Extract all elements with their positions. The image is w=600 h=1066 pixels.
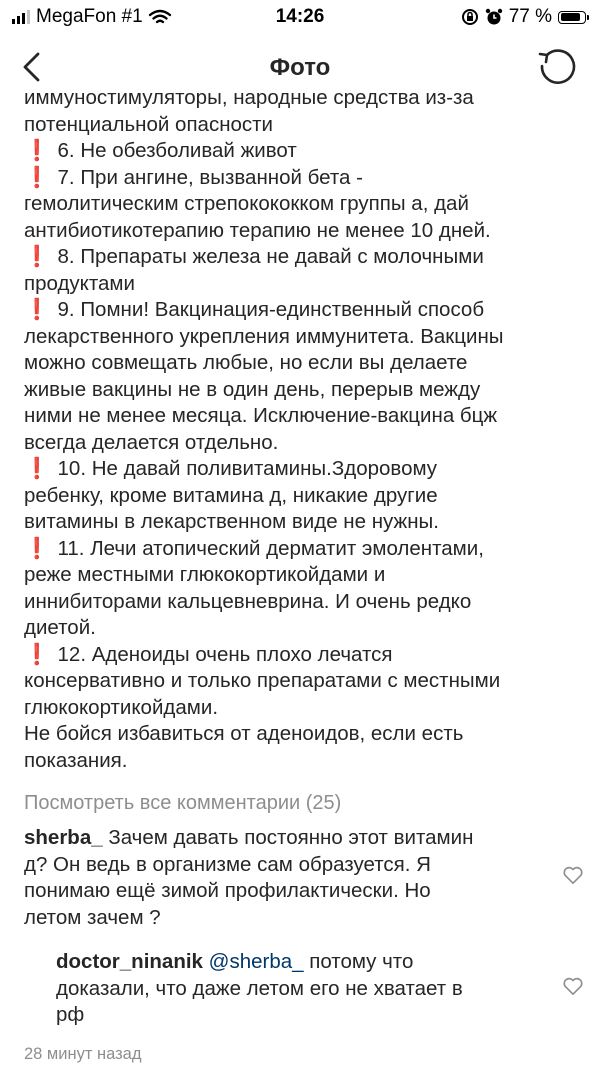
- caption-item: [24, 138, 584, 165]
- caption-item-text: 6. Не обезболивай живот: [57, 139, 297, 162]
- exclamation-icon: ❗: [24, 457, 50, 480]
- exclamation-icon: ❗: [24, 642, 50, 666]
- caption-item: [24, 536, 584, 642]
- caption-item: [24, 721, 584, 774]
- caption-item-text: 10. Не давай поливитамины.Здоровому ребенку, кроме витамина д, никакие другие витамины в лекарственном виде не нужны.: [24, 457, 439, 533]
- exclamation-icon: ❗: [24, 536, 50, 560]
- heart-outline-icon[interactable]: [562, 865, 584, 885]
- caption-item-text: 7. При ангине, вызванной бета - гемолитическим стрепокококком группы а, дай антибиотикотерапию терапию не менее 10 дней.: [24, 165, 491, 242]
- caption-item-text: потенциальной опасности: [24, 112, 274, 136]
- clock: 14:26: [275, 6, 325, 27]
- caption-item: [24, 244, 584, 297]
- exclamation-icon: ❗: [24, 139, 50, 162]
- caption-item-text: Не бойся избавиться от аденоидов, если есть показания.: [24, 722, 464, 772]
- rotation-lock-icon: [461, 8, 479, 26]
- reply-mention[interactable]: @sherba_: [208, 950, 304, 973]
- exclamation-icon: ❗: [24, 298, 50, 321]
- reply-text: потому что доказали, что даже летом его не хватает в рф: [56, 950, 463, 1026]
- comment-username[interactable]: sherba_: [24, 826, 103, 849]
- heart-outline-icon[interactable]: [562, 976, 584, 996]
- caption-item-text: 8. Препараты железа не давай с молочными продуктами: [24, 245, 484, 295]
- post-content: [24, 86, 584, 1066]
- battery-icon: [558, 11, 586, 24]
- exclamation-icon: ❗: [24, 245, 50, 268]
- caption-item-text: 11. Лечи атопический дерматит эмолентами, реже местными глюкокортикойдами и иннибиторами кальцевневрина. И очень редко диетой.: [24, 536, 484, 639]
- carrier-name: MegaFon #1: [36, 6, 143, 27]
- post-caption: [24, 85, 584, 774]
- battery-percent: 77 %: [508, 6, 552, 27]
- view-all-comments-link[interactable]: Посмотреть все комментарии (25): [24, 792, 342, 814]
- caption-item: [24, 642, 584, 722]
- reply-username[interactable]: doctor_ninanik: [56, 950, 203, 973]
- caption-item: [24, 112, 584, 139]
- caption-item-text: 12. Аденоиды очень плохо лечатся консервативно и только препаратами с местными глюкокортикойдами.: [24, 642, 501, 719]
- caption-item: [24, 456, 584, 536]
- post-timestamp: 28 минут назад: [24, 1044, 142, 1063]
- alarm-icon: [485, 8, 503, 26]
- refresh-icon[interactable]: [534, 46, 578, 90]
- comment-reply: [56, 949, 584, 1029]
- caption-truncated-line: иммуностимуляторы, народные средства из-за: [24, 86, 474, 109]
- caption-item: [24, 297, 584, 456]
- caption-item: [24, 165, 584, 245]
- comment: [24, 825, 584, 931]
- caption-item-text: 9. Помни! Вакцинация-единственный способ лекарственного укрепления иммунитета. Вакцины можно совмещать любые, но если вы делаете живые вакцины не в один день, перерыв между ними не менее месяца. Исключение-вакцина бцж всегда делается отдельно.: [24, 298, 504, 454]
- comment-text: Зачем давать постоянно этот витамин д? Он ведь в организме сам образуется. Я понимаю ещё зимой профилактически. Но летом зачем ?: [24, 826, 474, 929]
- exclamation-icon: ❗: [24, 165, 50, 189]
- status-bar: [0, 0, 600, 34]
- page-title: Фото: [269, 54, 331, 81]
